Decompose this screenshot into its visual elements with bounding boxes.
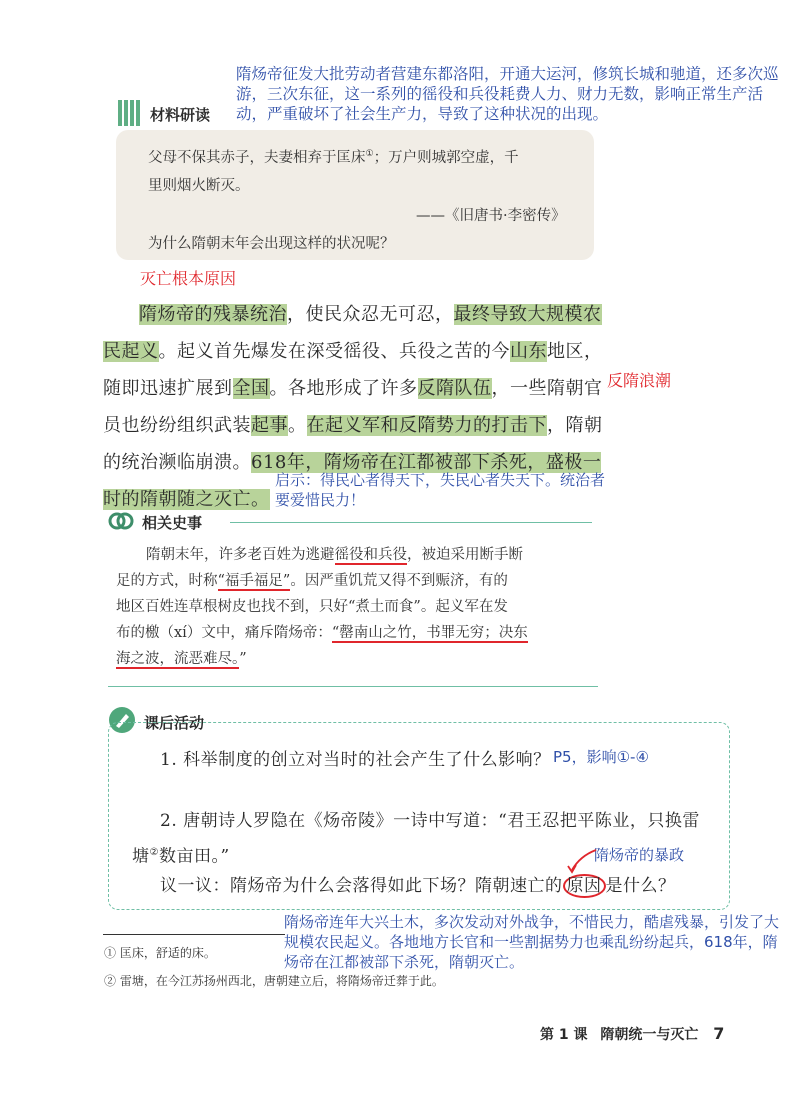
related-history-rule [230, 522, 592, 523]
related-history-text [116, 542, 596, 672]
quote-line-1-end: ；万户则城郭空虚，千 [373, 150, 519, 166]
page-number: 7 [713, 1024, 725, 1043]
material-box [116, 130, 594, 260]
knot-icon [108, 508, 134, 534]
footnote-mark-1: ① [365, 149, 374, 160]
rh-line-3: 地区百姓连草根树皮也找不到，只好“煮土而食”。起义军在发 [116, 599, 508, 615]
main-line-4-a: 员也纷纷组织 [103, 415, 214, 436]
footnote-mark-2: ② [149, 847, 159, 858]
quote-source: ——《旧唐书·李密传》 [416, 208, 566, 224]
hl-tyranny: 隋炀帝的残暴统治 [139, 304, 287, 325]
footer-title: 隋朝统一与灭亡 [600, 1027, 699, 1043]
main-line-2 [103, 333, 623, 370]
root-cause-note: 灭亡根本原因 [140, 269, 237, 288]
main-line-3-c: 。各地形成了许多 [269, 378, 418, 399]
main-line-4-b: 武装 [214, 415, 251, 436]
rh-line-4 [116, 620, 596, 646]
ul-proclamation-1: “罄南山之竹，书罪无穷；决东 [331, 625, 528, 641]
rh-line-4-a: 布的檄（xí）文中，痛斥隋炀帝： [116, 625, 332, 641]
bottom-answer-note: 隋炀帝连年大兴土木，多次发动对外战争，不惜民力，酷虐残暴，引发了大规模农民起义。各地地方长官和一些割据势力也乘乱纷纷起兵，618年，隋炀帝在江都被部下杀死，隋朝灭亡。 [284, 913, 780, 971]
tyranny-note: 隋炀帝的暴政 [594, 846, 685, 864]
main-line-3-a: 随即迅速扩展到 [103, 378, 233, 399]
material-reading-header [118, 100, 318, 130]
q3-a: 议一议：隋炀帝为什么会落得如此下场？隋朝速亡的 [160, 876, 563, 896]
hl-shandong: 山东 [510, 341, 547, 362]
lesson-note: 启示：得民心者得天下，失民心者失天下。统治者要爱惜民力！ [275, 471, 606, 509]
rh-line-5-b: ” [239, 651, 247, 667]
rh-line-1-a: 隋朝末年，许多老百姓为逃避 [146, 547, 335, 563]
quote-line-1-text: 父母不保其赤子，夫妻相弃于匡床 [148, 150, 366, 166]
main-line-1 [103, 296, 623, 333]
main-line-5-a: 的统治濒临崩溃。 [103, 452, 251, 473]
rh-line-2 [116, 568, 596, 594]
book-stripes-icon [118, 100, 140, 126]
main-line-2-d: 地区， [547, 341, 603, 362]
quote-line-2: 里则烟火断灭。 [148, 178, 250, 194]
circled-reason: 原因 [563, 874, 606, 898]
rh-line-1 [116, 542, 596, 568]
hl-uprising: 民起义 [103, 341, 159, 362]
footnote-rule [103, 934, 285, 935]
main-line-2-b: 。起义首先爆发在深受徭役、兵役之苦的今 [158, 341, 510, 362]
footnote-1: ① 匡床，舒适的床。 [104, 946, 216, 960]
main-line-1-b: ，使民众忍无可忍， [287, 304, 454, 325]
main-line-4-d: 。 [288, 415, 307, 436]
main-line-4 [103, 407, 623, 444]
ul-corvee: 徭役和兵役 [334, 547, 407, 563]
footer-lesson: 第 1 课 [540, 1027, 588, 1043]
rh-line-2-a: 足的方式，时称 [116, 573, 218, 589]
activity-q3 [160, 868, 676, 905]
hl-anti-sui: 反隋队伍 [417, 378, 492, 399]
rh-line-2-c: 。因严重饥荒又得不到赈济，有的 [290, 573, 508, 589]
rh-line-5 [116, 646, 596, 672]
main-line-3-e: ，一些隋朝官 [491, 378, 603, 399]
answer-q1-note: P5，影响①-④ [553, 748, 649, 766]
rh-line-1-c: ，被迫采用断手断 [407, 547, 523, 563]
hl-led-to: 最终导致大规模农 [453, 304, 602, 325]
page-footer [540, 1024, 724, 1044]
material-question: 为什么隋朝末年会出现这样的状况呢？ [148, 236, 395, 252]
activity-q1: 1. 科举制度的创立对当时的社会产生了什么影响？ [160, 750, 551, 770]
related-history-title: 相关史事 [142, 514, 203, 532]
quote-line-1 [148, 146, 519, 167]
material-reading-title: 材料研读 [150, 106, 211, 124]
q3-b: 是什么？ [605, 876, 676, 896]
related-history-bottom-rule [108, 686, 598, 687]
main-line-3 [103, 370, 623, 407]
q2-line2-b: 数亩田。” [158, 846, 230, 867]
related-history-header [108, 508, 598, 536]
hl-under-attack: 在起义军和反隋势力的打击下 [306, 415, 547, 436]
hl-618: 618年，隋炀帝在江都被部下杀死，盛极一 [251, 452, 602, 473]
main-line-4-f: ，隋朝 [547, 415, 603, 436]
hl-uprise: 起事 [251, 415, 288, 436]
hl-fall: 时的隋朝随之灭亡。 [103, 489, 270, 510]
top-annotation: 隋炀帝征发大批劳动者营建东都洛阳，开通大运河，修筑长城和驰道，还多次巡游，三次东征，这一系列的徭役和兵役耗费人力、财力无数，影响正常生产活动，严重破坏了社会生产力，导致了这种状况的出现。 [236, 65, 779, 123]
activities-title: 课后活动 [144, 714, 205, 732]
ul-fushou: “福手福足” [217, 573, 291, 589]
activity-q2-line1: 2. 唐朝诗人罗隐在《炀帝陵》一诗中写道：“君王忍把平陈业，只换雷 [160, 811, 700, 831]
footnote-2: ② 雷塘，在今江苏扬州西北，唐朝建立后，将隋炀帝迁葬于此。 [104, 974, 444, 988]
hl-nationwide: 全国 [232, 378, 270, 399]
q2-line2-a: 塘 [132, 846, 150, 867]
anti-sui-wave-note: 反隋浪潮 [607, 371, 672, 390]
ul-proclamation-2: 海之波，流恶难尽。 [116, 651, 240, 667]
